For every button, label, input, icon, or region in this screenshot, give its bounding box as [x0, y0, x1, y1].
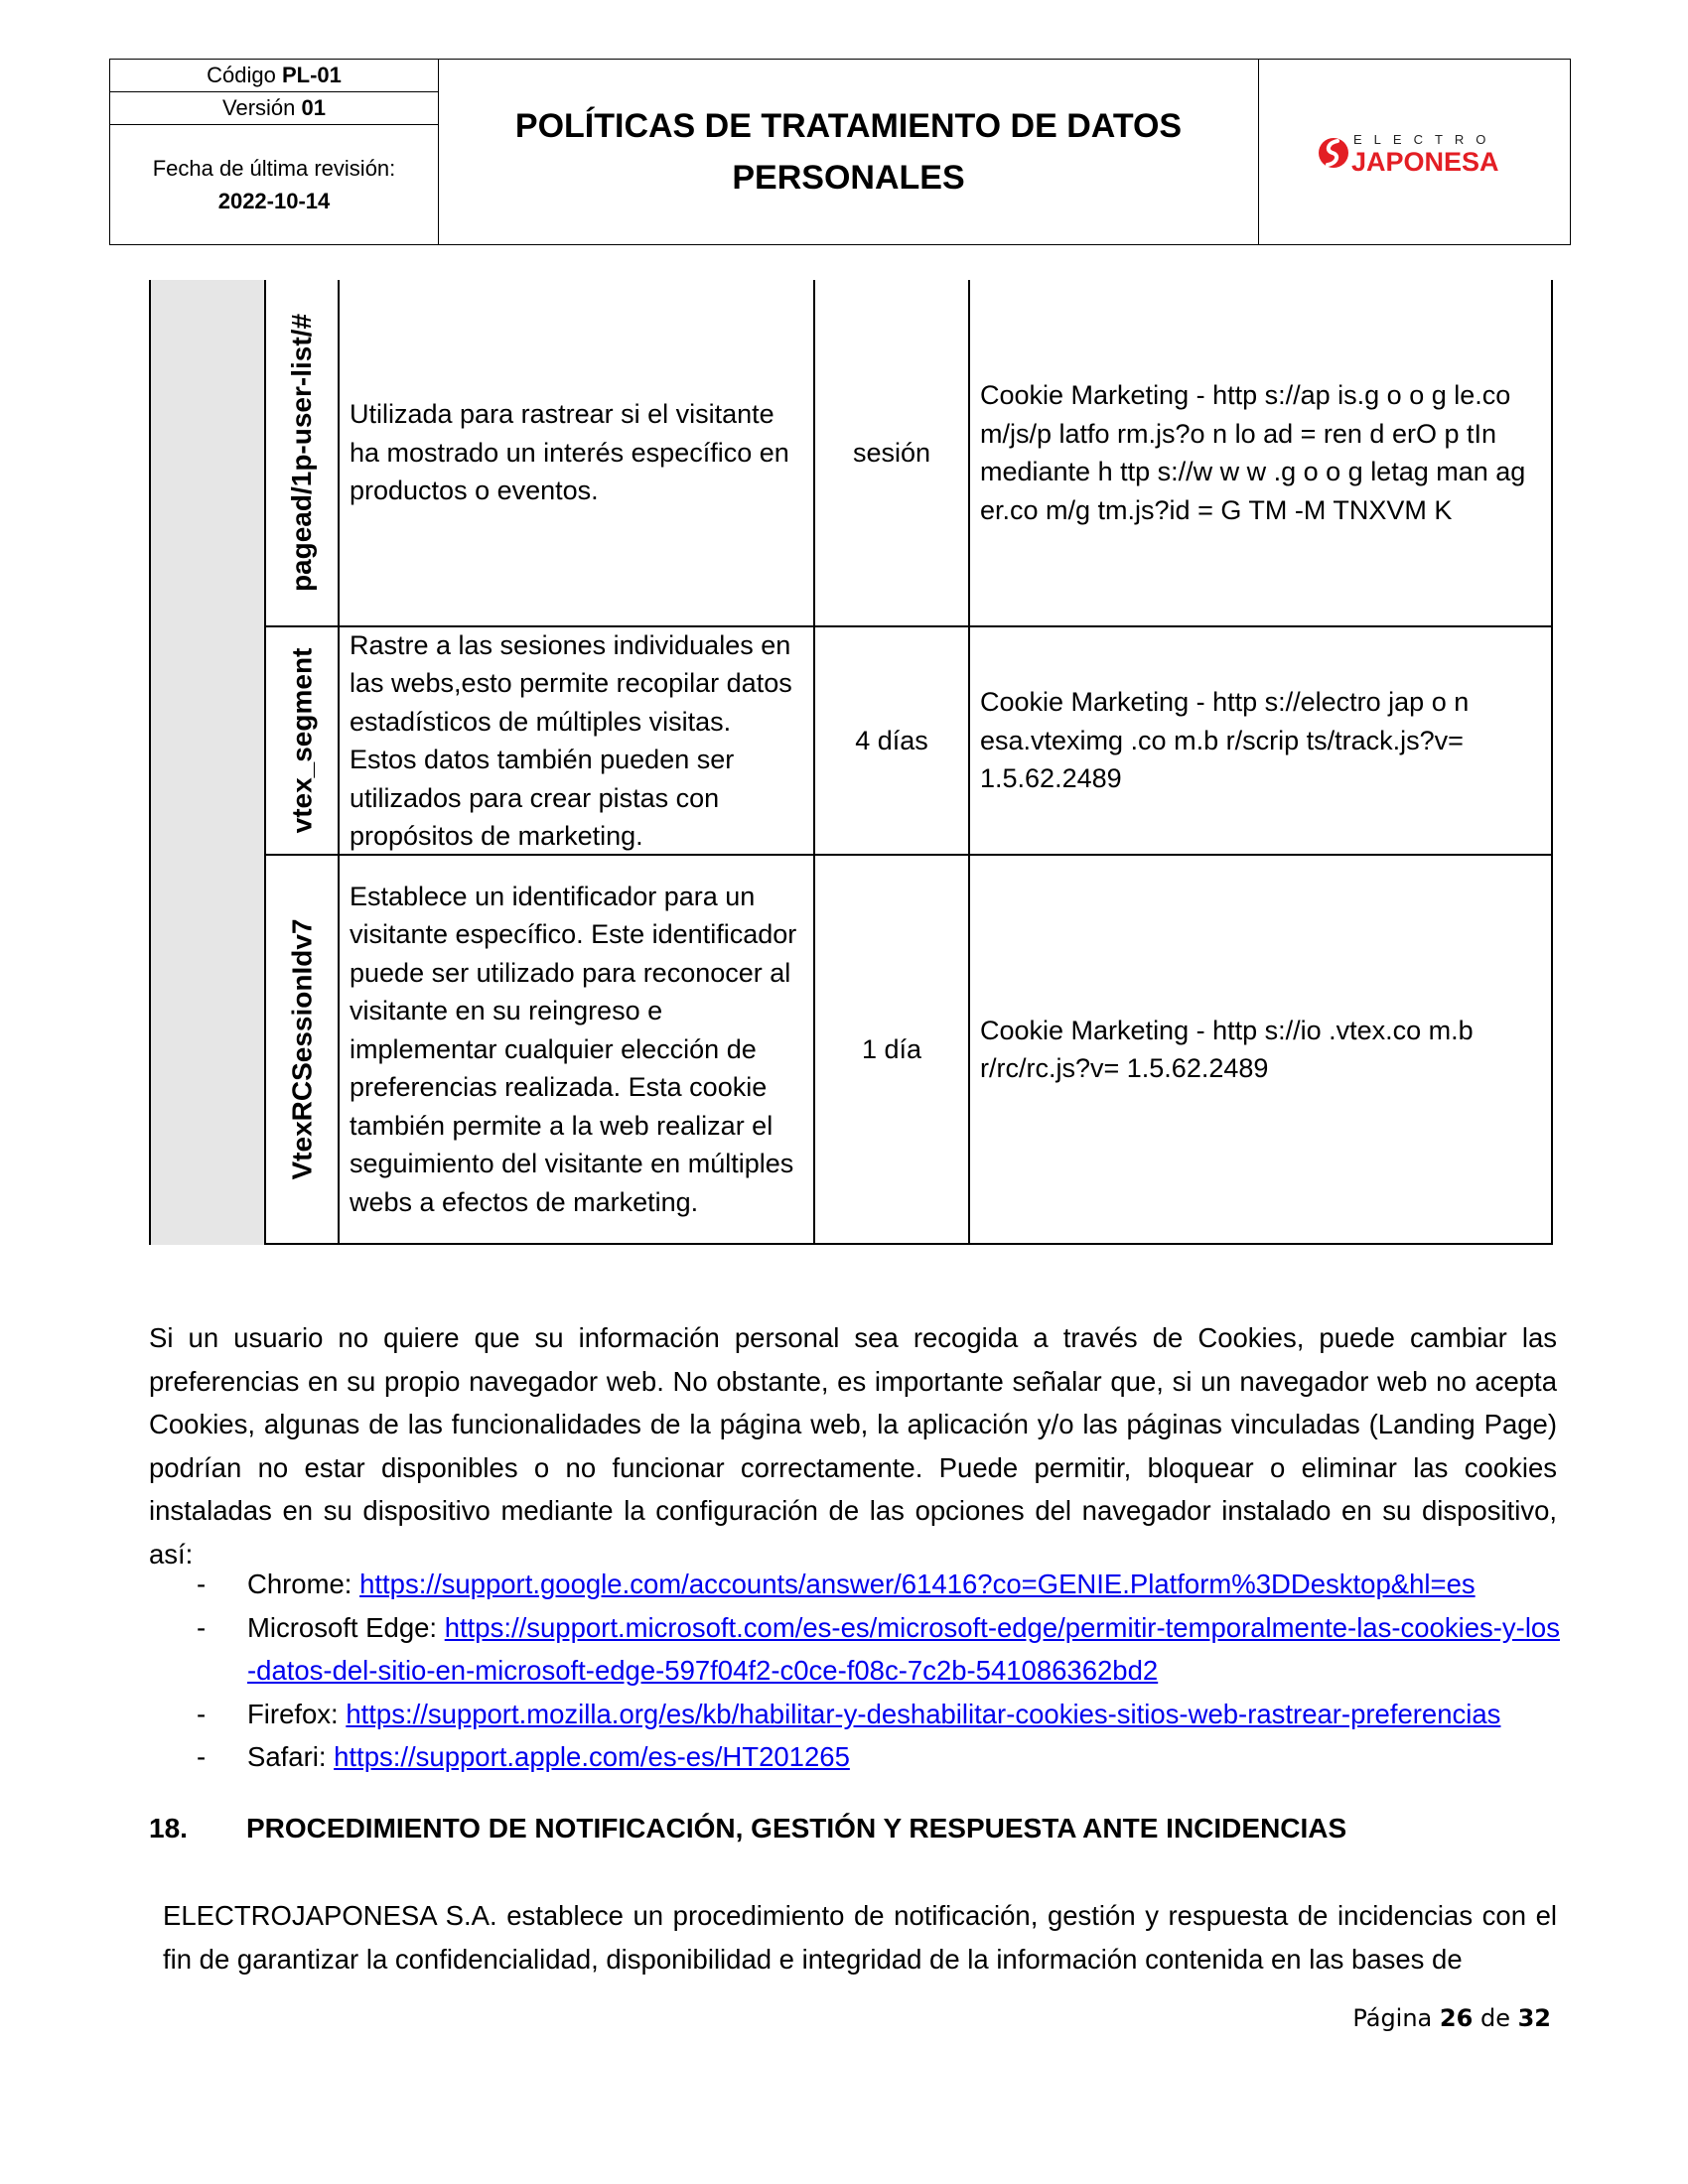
- cookie-duration: 4 días: [855, 725, 928, 755]
- fecha-label: Fecha de última revisión:: [152, 156, 396, 181]
- section-title: PROCEDIMIENTO DE NOTIFICACIÓN, GESTIÓN Y RESPUESTA ANTE INCIDENCIAS: [246, 1813, 1347, 1843]
- document-header: [109, 59, 1571, 245]
- browser-name: Microsoft Edge:: [247, 1611, 438, 1643]
- cookie-duration: 1 día: [861, 1033, 922, 1064]
- cookie-description: Establece un identificador para un visitante específico. Este identificador puede ser utilizado para reconocer al visitante en su reingreso e implementar cualquier elección de preferencias realizada. Esta cookie también permite a la web realizar el seguimiento del visitante en múltiples webs a efectos de marketing.: [350, 881, 797, 1217]
- cookie-source: Cookie Marketing - http s://electro jap o n esa.vteximg .co m.b r/scrip ts/track.js?v= 1.5.62.2489: [980, 687, 1470, 794]
- svg-text:JAPONESA: JAPONESA: [1350, 147, 1499, 177]
- browser-list: [149, 1563, 1569, 1779]
- list-item: [149, 1693, 1569, 1736]
- codigo-label: Código: [207, 63, 276, 87]
- table-border: [149, 280, 151, 1245]
- browser-name: Chrome:: [247, 1569, 352, 1599]
- section-paragraph: ELECTROJAPONESA S.A. establece un procedimiento de notificación, gestión y respuesta de incidencias con el fin de garantizar la confidencialidad, disponibilidad e integridad de la información contenida en las bases de: [163, 1900, 1557, 1975]
- page-of: de: [1479, 2004, 1510, 2032]
- fecha-value: 2022-10-14: [217, 189, 331, 213]
- svg-text:ELECTRO: ELECTRO: [1352, 132, 1497, 147]
- table-row: [266, 627, 338, 854]
- title-line-1: POLÍTICAS DE TRATAMIENTO DE DATOS: [514, 107, 1183, 145]
- table-row: [266, 856, 338, 1243]
- bullet-dash: -: [197, 1569, 207, 1599]
- page-total: 32: [1517, 2004, 1551, 2032]
- cookie-source: Cookie Marketing - http s://ap is.g o o g le.co m/js/p latfo rm.js?o n lo ad = ren d erO p tIn mediante h ttp s://w w w .g o o g letag man ag er.co m/g tm.js?id = G TM -M TNXVM K: [980, 380, 1526, 525]
- document-title: [439, 60, 1259, 244]
- cookies-table: [149, 280, 1553, 1245]
- table-left-bar: [149, 280, 264, 1245]
- cookie-name: VtexRCSessionIdv7: [286, 918, 317, 1180]
- safari-link[interactable]: https://support.apple.com/es-es/HT201265: [334, 1741, 850, 1772]
- page-current: 26: [1439, 2004, 1474, 2032]
- bullet-dash: -: [197, 1698, 207, 1729]
- page-footer: [1352, 2004, 1551, 2032]
- section-heading: [149, 1813, 1346, 1844]
- codigo-value: PL-01: [281, 63, 342, 87]
- title-line-2: PERSONALES: [732, 159, 965, 197]
- version-value: 01: [301, 95, 326, 120]
- bullet-dash: -: [197, 1611, 207, 1643]
- fecha-row: [110, 125, 438, 244]
- list-item: [149, 1735, 1569, 1779]
- cookie-source: Cookie Marketing - http s://io .vtex.co m.b r/rc/rc.js?v= 1.5.62.2489: [980, 1015, 1474, 1083]
- cookie-name: pagead/1p-user-list/#: [286, 313, 317, 593]
- browser-name: Firefox:: [247, 1698, 339, 1729]
- cookie-name: vtex_segment: [286, 647, 318, 834]
- table-border: [1551, 280, 1553, 1245]
- list-item: [149, 1563, 1569, 1606]
- page-label: Página: [1352, 2004, 1433, 2032]
- table-row: [266, 280, 338, 625]
- cookie-description: Utilizada para rastrear si el visitante ha mostrado un interés específico en productos o eventos.: [350, 399, 789, 506]
- list-item: [149, 1606, 1569, 1693]
- version-label: Versión: [222, 95, 296, 120]
- header-meta: [110, 60, 439, 244]
- section-number: 18.: [149, 1813, 188, 1843]
- cookie-duration: sesión: [852, 437, 931, 468]
- chrome-link[interactable]: https://support.google.com/accounts/answer/61416?co=GENIE.Platform%3DDesktop&hl=es: [359, 1569, 1476, 1599]
- cookie-description: Rastre a las sesiones individuales en las webs,esto permite recopilar datos estadísticos de múltiples visitas. Estos datos también pueden ser utilizados para crear pistas con propósitos de marketing.: [350, 629, 792, 851]
- cookies-paragraph: Si un usuario no quiere que su información personal sea recogida a través de Cookies, puede cambiar las preferencias en su propio navegador web. No obstante, es importante señalar que, si un navegador web no acepta Cookies, algunas de las funcionalidades de la página web, la aplicación y/o las páginas vinculadas (Landing Page) podrían no estar disponibles o no funcionar correctamente. Puede permitir, bloquear o eliminar las cookies instaladas en su dispositivo mediante la configuración de las opciones del navegador instalado en su dispositivo, así:: [149, 1322, 1557, 1570]
- electrojaponesa-logo-icon: [1316, 127, 1514, 177]
- company-logo: [1259, 60, 1570, 244]
- firefox-link[interactable]: https://support.mozilla.org/es/kb/habilitar-y-deshabilitar-cookies-sitios-web-rastrear-preferencias: [346, 1698, 1501, 1729]
- codigo-row: [110, 60, 438, 92]
- table-border: [264, 1243, 1553, 1245]
- bullet-dash: -: [197, 1741, 207, 1772]
- version-row: [110, 92, 438, 125]
- edge-link[interactable]: https://support.microsoft.com/es-es/microsoft-edge/permitir-temporalmente-las-cookies-y-los-datos-del-sitio-en-microsoft-edge-597f04f2-c0ce-f08c-7c2b-541086362bd2: [247, 1611, 1560, 1686]
- browser-name: Safari:: [247, 1741, 327, 1772]
